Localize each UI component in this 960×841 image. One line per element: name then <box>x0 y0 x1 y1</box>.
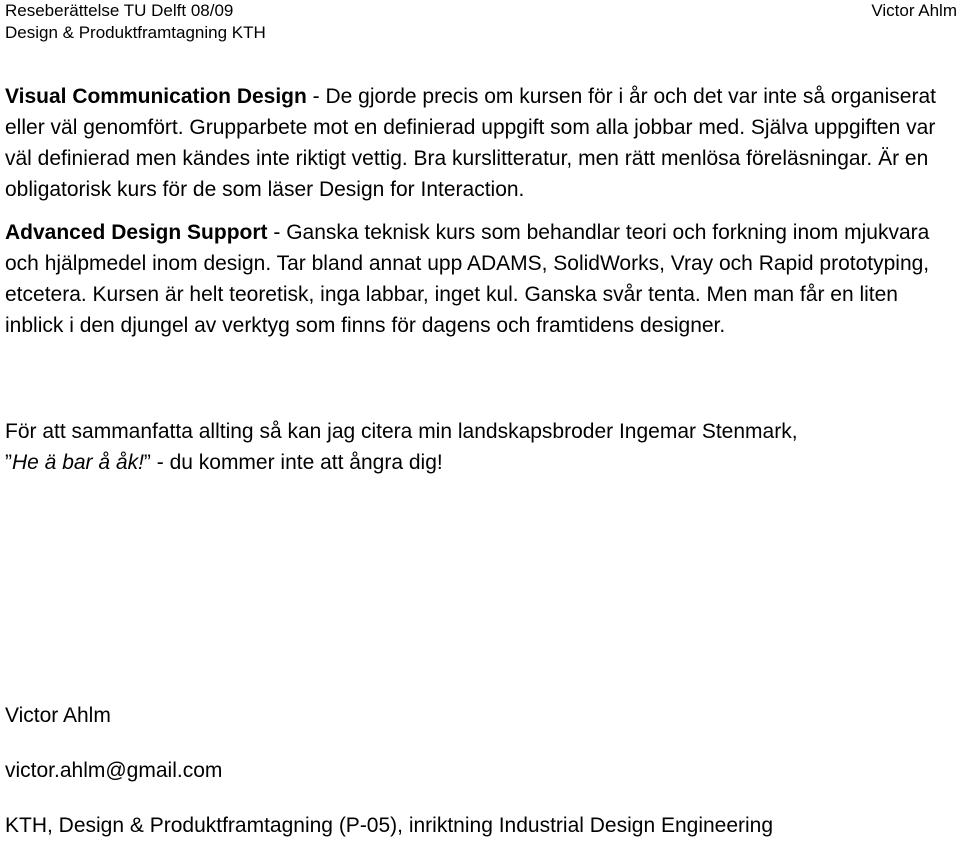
signature-block <box>5 700 955 841</box>
author-name-header: Victor Ahlm <box>871 1 957 20</box>
header-row-top <box>5 0 957 22</box>
quote-open-mark: ” <box>5 451 12 474</box>
summary-paragraph <box>5 416 955 478</box>
quote-close-mark: ” <box>143 451 151 474</box>
signature-affiliation: KTH, Design & Produktframtagning (P-05), inriktning Industrial Design Engineering <box>5 814 774 837</box>
course-title: Advanced Design Support <box>5 221 268 244</box>
summary-intro: För att sammanfatta allting så kan jag citera min landskapsbroder Ingemar Stenmark, <box>5 420 798 443</box>
course-paragraph-advanced-design-support <box>5 217 955 341</box>
course-paragraph-visual-communication <box>5 81 955 205</box>
course-description: - Ganska teknisk kurs som behandlar teori och forkning inom mjukvara och hjälpmedel inom design. Tar bland annat upp ADAMS, SolidWorks, Vray och Rapid prototyping, etcetera. Kursen är helt teoretisk, inga labbar, inget kul. Ganska svår tenta. Men man får en liten inblick i den djungel av verktyg som finns för dagens och framtidens designer. <box>5 221 930 337</box>
program-subtitle: Design & Produktframtagning KTH <box>5 23 266 42</box>
document-title: Reseberättelse TU Delft 08/09 <box>5 1 234 20</box>
course-description: - De gjorde precis om kursen för i år och det var inte så organiserat eller väl genomfört. Grupparbete mot en definierad uppgift som alla jobbar med. Själva uppgiften var väl definierad men kändes inte riktigt vettig. Bra kurslitteratur, men rätt menlösa föreläsningar. Är en obligatorisk kurs för de som läser Design for Interaction. <box>5 85 936 201</box>
stenmark-quote: He ä bar å åk! <box>12 451 144 474</box>
course-title: Visual Communication Design <box>5 85 307 108</box>
header-row-bottom <box>5 22 957 44</box>
document-body <box>5 81 955 478</box>
signature-name: Victor Ahlm <box>5 704 111 727</box>
summary-outro: - du kommer inte att ångra dig! <box>150 451 443 474</box>
page-header <box>5 0 957 44</box>
signature-email: victor.ahlm@gmail.com <box>5 759 223 782</box>
